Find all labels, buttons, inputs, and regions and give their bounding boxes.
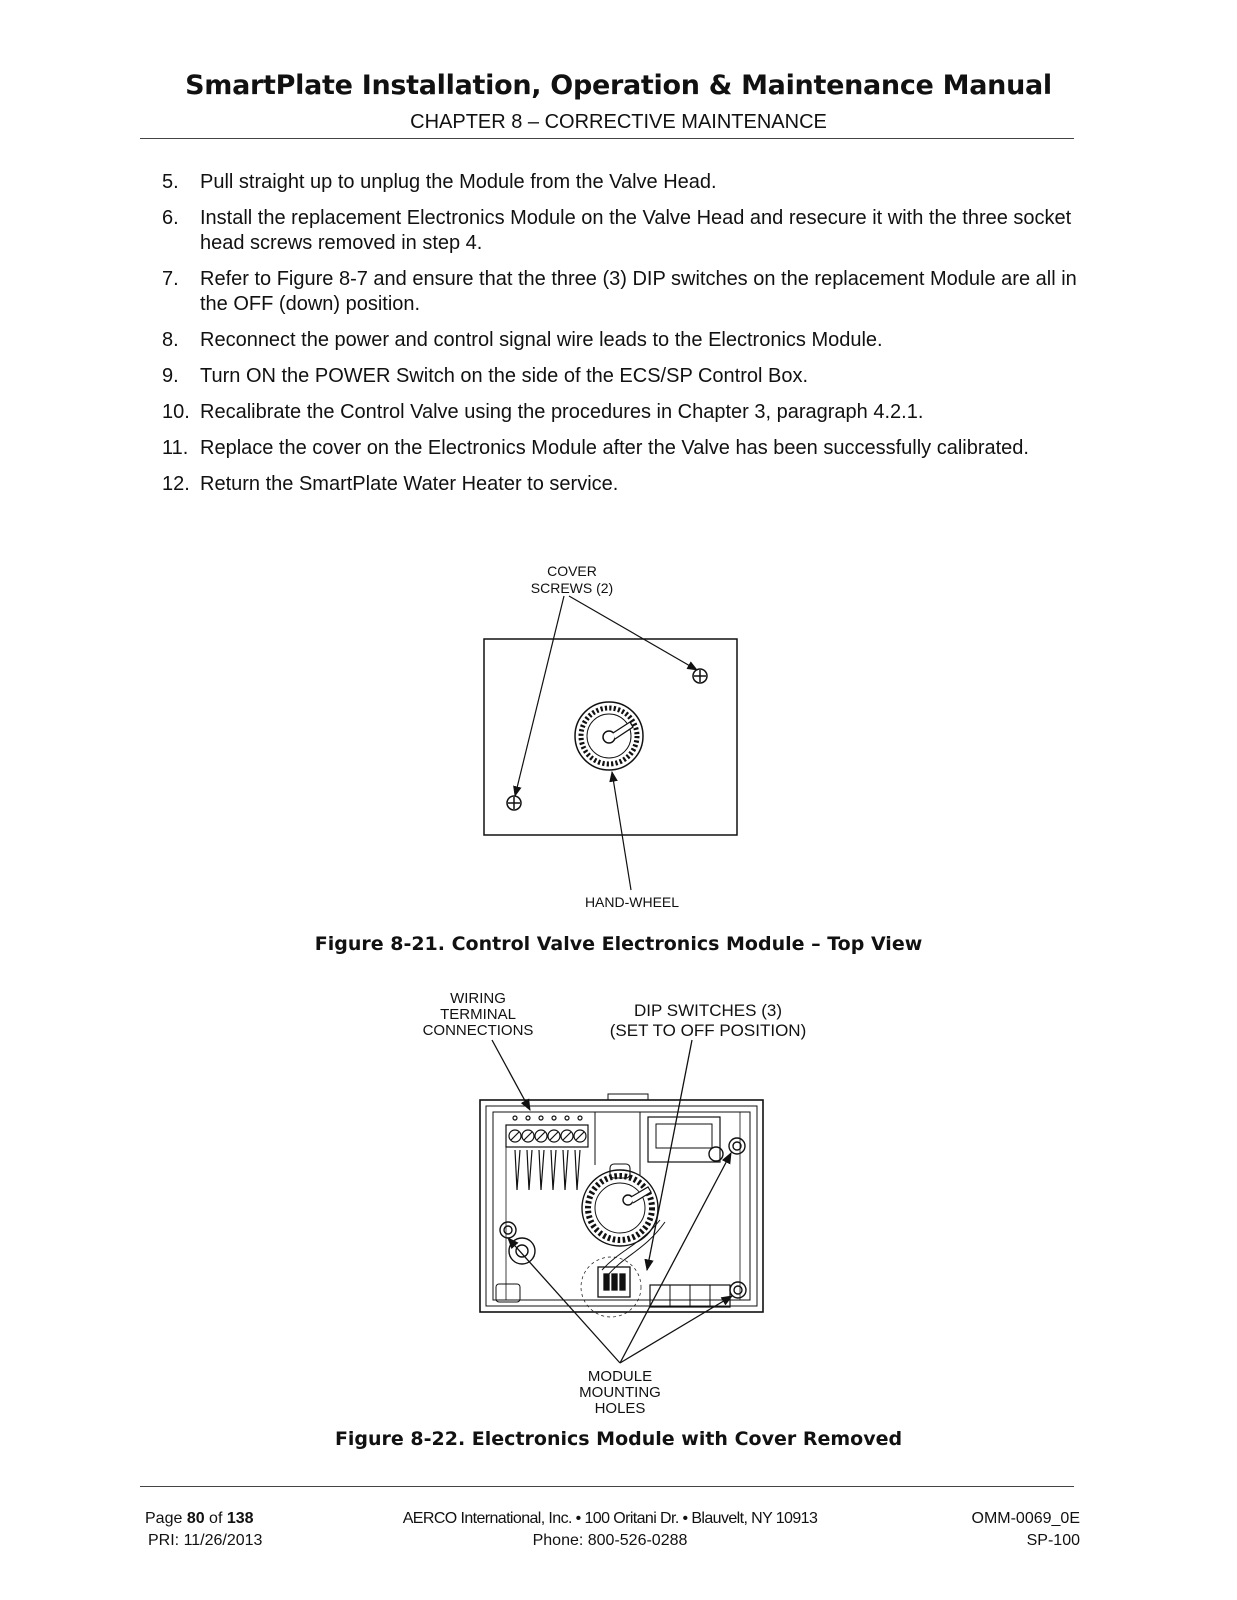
step-text: Reconnect the power and control signal wire leads to the Electronics Module.	[200, 329, 883, 351]
figure-8-21-diagram	[484, 563, 737, 910]
mounting-hole-icon	[500, 1222, 535, 1264]
footer-page-number	[145, 1508, 254, 1530]
leader-arrow	[515, 596, 564, 796]
label-handwheel: HAND-WHEEL	[584, 894, 680, 910]
leader-arrow	[612, 772, 631, 890]
label-dip-line1: DIP SWITCHES (3)	[634, 1001, 782, 1020]
figure-8-22-caption: Figure 8-22. Electronics Module with Cover Removed	[334, 1428, 903, 1450]
label-holes-line2: MOUNTING	[579, 1384, 661, 1401]
cover-screw-icon	[693, 669, 707, 683]
step-text: Install the replacement Electronics Module on the Valve Head and resecure it with the three socket head screws removed in step 4.	[200, 207, 1072, 254]
mounting-hole-icon	[730, 1282, 746, 1298]
step-number: 10.	[162, 401, 190, 423]
leader-arrow	[620, 1153, 731, 1363]
step-text: Return the SmartPlate Water Heater to service.	[200, 473, 619, 495]
footer-address: AERCO International, Inc. • 100 Oritani Dr. • Blauvelt, NY 10913	[402, 1510, 818, 1527]
figure-8-22-diagram	[423, 990, 807, 1417]
chapter-heading: CHAPTER 8 – CORRECTIVE MAINTENANCE	[410, 111, 827, 133]
label-wiring-line3: CONNECTIONS	[422, 1022, 534, 1039]
label-holes-line1: MODULE	[587, 1368, 653, 1385]
dip-switch-block	[581, 1257, 641, 1317]
cover-screw-icon	[507, 796, 521, 810]
step-text: Pull straight up to unplug the Module from the Valve Head.	[200, 171, 717, 193]
step-number: 7.	[162, 268, 179, 290]
terminal-screws-icon	[509, 1116, 586, 1142]
step-number: 11.	[162, 437, 189, 459]
page-of: of	[204, 1510, 227, 1527]
step-number: 8.	[162, 329, 179, 351]
label-cover-screws-line1: COVER	[547, 563, 597, 579]
footer-pri-date: PRI: 11/26/2013	[148, 1532, 263, 1549]
page-prefix: Page	[145, 1510, 187, 1527]
footer-phone: Phone: 800-526-0288	[532, 1532, 688, 1549]
step-text: Refer to Figure 8-7 and ensure that the three (3) DIP switches on the replacement Module are all in the OFF (down) position.	[200, 268, 1077, 315]
manual-title: SmartPlate Installation, Operation & Maintenance Manual	[185, 70, 1052, 101]
leader-arrow	[647, 1040, 692, 1270]
step-text: Recalibrate the Control Valve using the procedures in Chapter 3, paragraph 4.2.1.	[200, 401, 924, 423]
label-dip-line2: (SET TO OFF POSITION)	[609, 1021, 807, 1040]
footer-doc-id: OMM-0069_0E	[971, 1510, 1080, 1527]
page-total: 138	[226, 1510, 254, 1527]
step-number: 9.	[162, 365, 179, 387]
step-number: 6.	[162, 207, 179, 229]
step-text: Turn ON the POWER Switch on the side of the ECS/SP Control Box.	[200, 365, 809, 387]
label-holes-line3: HOLES	[594, 1400, 646, 1417]
figure-8-21-caption: Figure 8-21. Control Valve Electronics Module – Top View	[314, 933, 923, 955]
footer-model: SP-100	[1026, 1532, 1080, 1549]
label-wiring-line2: TERMINAL	[440, 1006, 516, 1023]
label-wiring-line1: WIRING	[450, 990, 506, 1007]
page-current: 80	[186, 1510, 205, 1527]
step-number: 5.	[162, 171, 179, 193]
footer-divider	[140, 1486, 1074, 1487]
leader-arrow	[569, 596, 697, 670]
step-text: Replace the cover on the Electronics Module after the Valve has been successfully calibrated.	[200, 437, 1029, 459]
step-number: 12.	[162, 473, 190, 495]
handwheel-icon	[575, 702, 643, 770]
label-cover-screws-line2: SCREWS (2)	[530, 580, 614, 596]
